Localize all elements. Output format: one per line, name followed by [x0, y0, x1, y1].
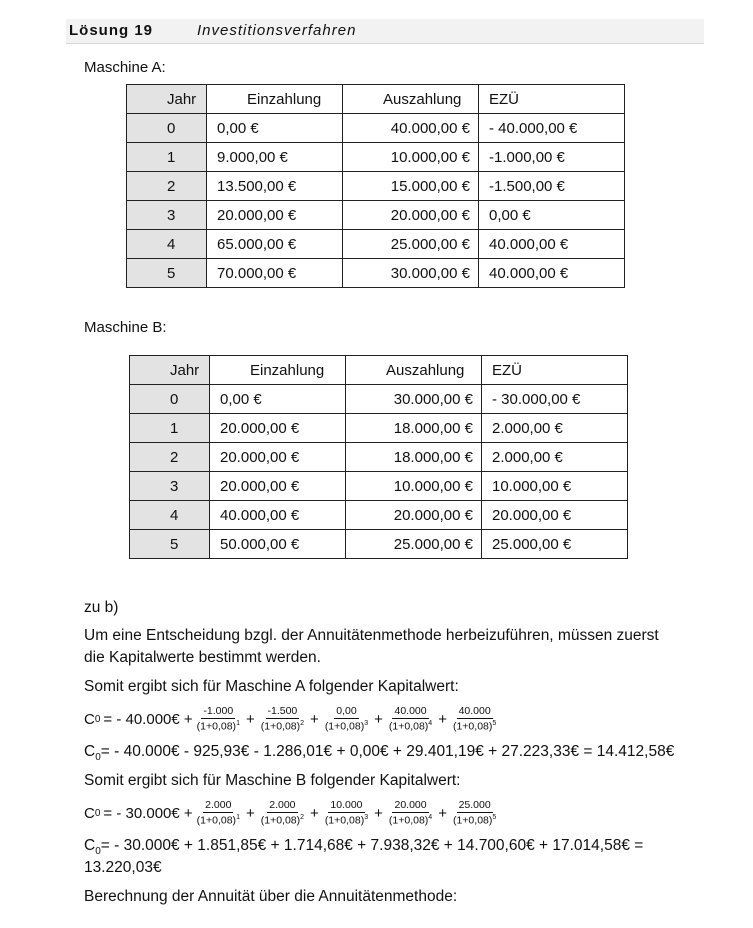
- column-header: Jahr: [130, 356, 210, 385]
- denominator-base: (1+0,08): [452, 720, 493, 733]
- discount-fraction: [325, 799, 368, 827]
- table-cell: 20.000,00 €: [210, 472, 346, 501]
- fraction-denominator: [453, 813, 496, 827]
- table-cell: 3: [130, 472, 210, 501]
- table-cell: 10.000,00 €: [343, 143, 479, 172]
- intro-line-1: Um eine Entscheidung bzgl. der Annuitätenmethode herbeizuführen, müssen zuerst: [84, 627, 659, 644]
- table-cell: 3: [127, 201, 207, 230]
- denominator-base: (1+0,08): [388, 814, 429, 827]
- table-cell: -1.500,00 €: [479, 172, 625, 201]
- plus-sign: +: [245, 804, 255, 822]
- table-row: [127, 172, 625, 201]
- result-a: [84, 741, 674, 769]
- denominator-base: (1+0,08): [260, 814, 301, 827]
- table-cell: 10.000,00 €: [346, 472, 482, 501]
- column-header: EZÜ: [479, 85, 625, 114]
- table-row: [130, 501, 628, 530]
- table-header-row: [130, 356, 628, 385]
- table-row: [127, 259, 625, 288]
- c0-symbol: C: [84, 710, 95, 728]
- table-row: [127, 114, 625, 143]
- denominator-base: (1+0,08): [452, 814, 493, 827]
- denominator-exponent: 4: [428, 814, 433, 822]
- denominator-exponent: 4: [428, 720, 433, 728]
- denominator-base: (1+0,08): [260, 720, 301, 733]
- table-cell: 18.000,00 €: [346, 414, 482, 443]
- discount-fraction: [261, 799, 304, 827]
- table-cell: 4: [130, 501, 210, 530]
- table-row: [130, 472, 628, 501]
- denominator-exponent: 3: [364, 720, 369, 728]
- result-b: [84, 835, 643, 863]
- fraction-numerator: 20.000: [394, 799, 427, 812]
- table-cell: 25.000,00 €: [482, 530, 628, 559]
- denominator-base: (1+0,08): [324, 814, 365, 827]
- denominator-exponent: 5: [492, 814, 497, 822]
- fraction-denominator: [197, 719, 240, 733]
- plus-sign: +: [310, 804, 319, 822]
- plus-sign: +: [438, 804, 447, 822]
- solution-number: Lösung 19: [69, 22, 154, 39]
- fraction-numerator: 2.000: [269, 799, 296, 812]
- formula-lead: = - 30.000€ +: [103, 804, 193, 822]
- denominator-base: (1+0,08): [196, 814, 237, 827]
- discount-fraction: [453, 705, 496, 733]
- machine-b-label: Maschine B:: [84, 319, 167, 336]
- table-row: [127, 230, 625, 259]
- denominator-base: (1+0,08): [324, 720, 365, 733]
- section-header: [66, 19, 704, 44]
- table-cell: 25.000,00 €: [343, 230, 479, 259]
- discount-fraction: [389, 705, 432, 733]
- table-cell: 40.000,00 €: [479, 259, 625, 288]
- fraction-denominator: [261, 719, 304, 733]
- table-row: [130, 385, 628, 414]
- table-cell: 20.000,00 €: [207, 201, 343, 230]
- fraction-numerator: -1.000: [203, 705, 234, 718]
- fraction-denominator: [453, 719, 496, 733]
- fraction-numerator: 2.000: [205, 799, 232, 812]
- column-header: EZÜ: [482, 356, 628, 385]
- table-cell: - 40.000,00 €: [479, 114, 625, 143]
- c0-symbol: C: [84, 804, 95, 822]
- denominator-exponent: 5: [492, 720, 497, 728]
- fraction-denominator: [325, 813, 368, 827]
- table-cell: 5: [130, 530, 210, 559]
- table-cell: 40.000,00 €: [343, 114, 479, 143]
- c0-subscript: 0: [95, 752, 101, 764]
- formula-lead: = - 40.000€ +: [103, 710, 193, 728]
- somit-b-text: Somit ergibt sich für Maschine B folgender Kapitalwert:: [84, 772, 461, 789]
- denominator-exponent: 1: [236, 720, 240, 728]
- table-row: [127, 201, 625, 230]
- c0-subscript: 0: [94, 807, 101, 819]
- machine-a-table: [126, 84, 625, 288]
- result-b-line-2: 13.220,03€: [84, 859, 162, 876]
- table-cell: 40.000,00 €: [210, 501, 346, 530]
- table-cell: 20.000,00 €: [210, 414, 346, 443]
- section-title: Investitionsverfahren: [197, 22, 357, 39]
- plus-sign: +: [374, 804, 383, 822]
- table-cell: 40.000,00 €: [479, 230, 625, 259]
- denominator-exponent: 3: [364, 814, 369, 822]
- intro-line-2: die Kapitalwerte bestimmt werden.: [84, 649, 321, 666]
- denominator-base: (1+0,08): [388, 720, 429, 733]
- table-cell: -1.000,00 €: [479, 143, 625, 172]
- table-cell: 70.000,00 €: [207, 259, 343, 288]
- denominator-exponent: 1: [236, 814, 240, 822]
- annuity-heading: Berechnung der Annuität über die Annuitätenmethode:: [84, 888, 458, 905]
- denominator-exponent: 2: [300, 720, 305, 728]
- fraction-numerator: 40.000: [458, 705, 491, 718]
- fraction-numerator: 0,00: [336, 705, 357, 718]
- table-cell: 20.000,00 €: [343, 201, 479, 230]
- table-cell: 9.000,00 €: [207, 143, 343, 172]
- plus-sign: +: [438, 710, 447, 728]
- table-cell: 0,00 €: [207, 114, 343, 143]
- result-a-text: = - 40.000€ - 925,93€ - 1.286,01€ + 0,00€ + 29.401,19€ + 27.223,33€ = 14.412,58€: [100, 743, 675, 760]
- table-header-row: [127, 85, 625, 114]
- discount-fraction: [389, 799, 432, 827]
- table-cell: 1: [127, 143, 207, 172]
- plus-sign: +: [374, 710, 383, 728]
- column-header: Einzahlung: [207, 85, 343, 114]
- table-cell: 10.000,00 €: [482, 472, 628, 501]
- table-cell: 0,00 €: [210, 385, 346, 414]
- fraction-numerator: 25.000: [458, 799, 491, 812]
- table-cell: 2.000,00 €: [482, 414, 628, 443]
- fraction-denominator: [389, 813, 432, 827]
- table-cell: 13.500,00 €: [207, 172, 343, 201]
- c0-subscript: 0: [94, 713, 101, 725]
- table-cell: 20.000,00 €: [210, 443, 346, 472]
- table-cell: 2: [130, 443, 210, 472]
- denominator-exponent: 2: [300, 814, 305, 822]
- column-header: Auszahlung: [343, 85, 479, 114]
- table-cell: 65.000,00 €: [207, 230, 343, 259]
- fraction-denominator: [197, 813, 240, 827]
- table-cell: 0: [130, 385, 210, 414]
- table-row: [130, 443, 628, 472]
- column-header: Auszahlung: [346, 356, 482, 385]
- capital-value-formula-a: [84, 700, 500, 738]
- fraction-denominator: [261, 813, 304, 827]
- plus-sign: +: [245, 710, 255, 728]
- discount-fraction: [261, 705, 304, 733]
- zu-b-label: zu b): [84, 599, 119, 616]
- c0-symbol: C: [84, 743, 96, 760]
- discount-fraction: [453, 799, 496, 827]
- fraction-numerator: 10.000: [330, 799, 363, 812]
- table-cell: - 30.000,00 €: [482, 385, 628, 414]
- table-cell: 18.000,00 €: [346, 443, 482, 472]
- table-cell: 20.000,00 €: [482, 501, 628, 530]
- fraction-denominator: [389, 719, 432, 733]
- table-cell: 5: [127, 259, 207, 288]
- c0-symbol: C: [84, 837, 96, 854]
- discount-fraction: [325, 705, 368, 733]
- table-cell: 30.000,00 €: [343, 259, 479, 288]
- table-cell: 2.000,00 €: [482, 443, 628, 472]
- fraction-numerator: -1.500: [267, 705, 298, 718]
- table-row: [127, 143, 625, 172]
- table-cell: 30.000,00 €: [346, 385, 482, 414]
- fraction-denominator: [325, 719, 368, 733]
- result-b-text: = - 30.000€ + 1.851,85€ + 1.714,68€ + 7.938,32€ + 14.700,60€ + 17.014,58€ =: [100, 837, 644, 854]
- table-row: [130, 414, 628, 443]
- table-cell: 20.000,00 €: [346, 501, 482, 530]
- denominator-base: (1+0,08): [196, 720, 237, 733]
- table-cell: 0: [127, 114, 207, 143]
- machine-a-label: Maschine A:: [84, 59, 166, 76]
- table-cell: 4: [127, 230, 207, 259]
- discount-fraction: [197, 799, 240, 827]
- machine-b-table: [129, 355, 628, 559]
- fraction-numerator: 40.000: [394, 705, 427, 718]
- table-cell: 15.000,00 €: [343, 172, 479, 201]
- capital-value-formula-b: [84, 794, 500, 832]
- somit-a-text: Somit ergibt sich für Maschine A folgender Kapitalwert:: [84, 678, 459, 695]
- discount-fraction: [197, 705, 240, 733]
- plus-sign: +: [310, 710, 319, 728]
- table-cell: 25.000,00 €: [346, 530, 482, 559]
- column-header: Einzahlung: [210, 356, 346, 385]
- table-cell: 50.000,00 €: [210, 530, 346, 559]
- table-cell: 2: [127, 172, 207, 201]
- table-cell: 1: [130, 414, 210, 443]
- table-cell: 0,00 €: [479, 201, 625, 230]
- c0-subscript: 0: [95, 846, 101, 858]
- column-header: Jahr: [127, 85, 207, 114]
- table-row: [130, 530, 628, 559]
